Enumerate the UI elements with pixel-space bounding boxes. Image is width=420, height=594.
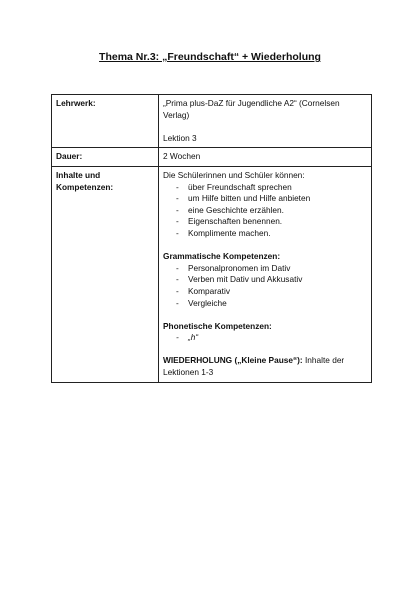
skills-intro: Die Schülerinnen und Schüler können: [163,169,305,180]
table-row-duration [52,148,372,167]
row-value-textbook [159,95,372,148]
list-item: - Personalpronomen im Dativ [163,263,367,275]
review-note [163,355,367,378]
row-label-textbook: Lehrwerk: [52,95,159,148]
list-item: - Verben mit Dativ und Akkusativ [163,274,367,286]
lesson-number: Lektion 3 [163,132,197,143]
document-title: Thema Nr.3: „Freundschaft“ + Wiederholung [99,51,321,63]
list-item: - eine Geschichte erzählen. [163,205,367,217]
grammar-heading: Grammatische Kompetenzen: [163,251,281,262]
textbook-name: „Prima plus-DaZ für Jugendliche A2“ (Cornelsen Verlag) [163,98,340,120]
lesson-plan-table [51,94,372,383]
list-item: - Eigenschaften benennen. [163,216,367,228]
row-label-duration: Dauer: [52,148,159,167]
review-label: WIEDERHOLUNG („Kleine Pause“): [163,355,303,366]
list-item: - Komparativ [163,286,367,298]
row-label-contents: Inhalte und Kompetenzen: [52,166,159,382]
phonetic-list [163,332,367,344]
skills-list [163,182,367,240]
list-item: - über Freundschaft sprechen [163,182,367,194]
row-value-contents [159,166,372,382]
list-item: - um Hilfe bitten und Hilfe anbieten [163,193,367,205]
list-item: - „h“ [163,332,367,344]
table-row-contents [52,166,372,382]
table-row-textbook [52,95,372,148]
list-item: - Vergleiche [163,298,367,310]
list-item: - Komplimente machen. [163,228,367,240]
row-value-duration: 2 Wochen [159,148,372,167]
review-text: Inhalte der Lektionen 1-3 [163,355,345,378]
grammar-list [163,263,367,309]
phonetic-heading: Phonetische Kompetenzen: [163,320,272,331]
